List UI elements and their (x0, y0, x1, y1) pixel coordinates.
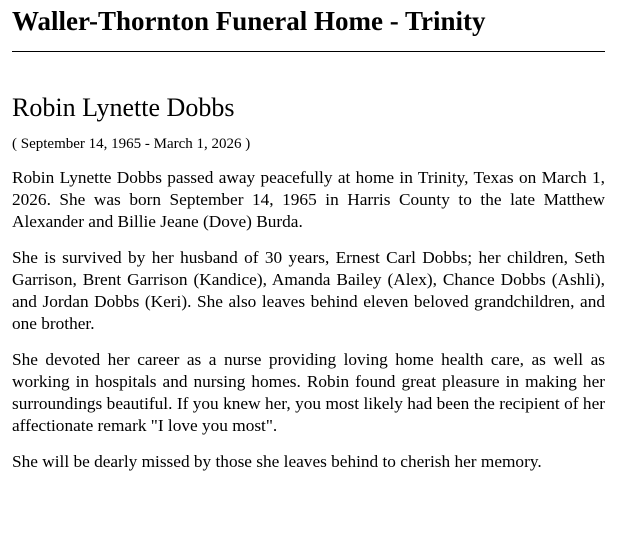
obituary-paragraph: She devoted her career as a nurse providing loving home health care, as well as working in hospitals and nursing homes. Robin found great pleasure in making her surroundings beautiful. If you knew her, you most likely had been the recipient of her affectionate remark "I love you most". (12, 350, 605, 435)
obituary-paragraph: She is survived by her husband of 30 years, Ernest Carl Dobbs; her children, Seth Garrison, Brent Garrison (Kandice), Amanda Bailey (Alex), Chance Dobbs (Ashli), and Jordan Dobbs (Keri). She also leaves behind eleven beloved grandchildren, and one brother. (12, 248, 605, 333)
obituary-paragraph: She will be dearly missed by those she leaves behind to cherish her memory. (12, 452, 542, 471)
site-title: Waller-Thornton Funeral Home - Trinity (12, 6, 486, 36)
header-divider (12, 51, 605, 52)
obituary-name: Robin Lynette Dobbs (12, 93, 235, 122)
obituary-paragraph: Robin Lynette Dobbs passed away peacefully at home in Trinity, Texas on March 1, 2026. She was born September 14, 1965 in Harris County to the late Matthew Alexander and Billie Jeane (Dove) Burda. (12, 168, 605, 231)
obituary-dates: ( September 14, 1965 - March 1, 2026 ) (12, 136, 251, 152)
